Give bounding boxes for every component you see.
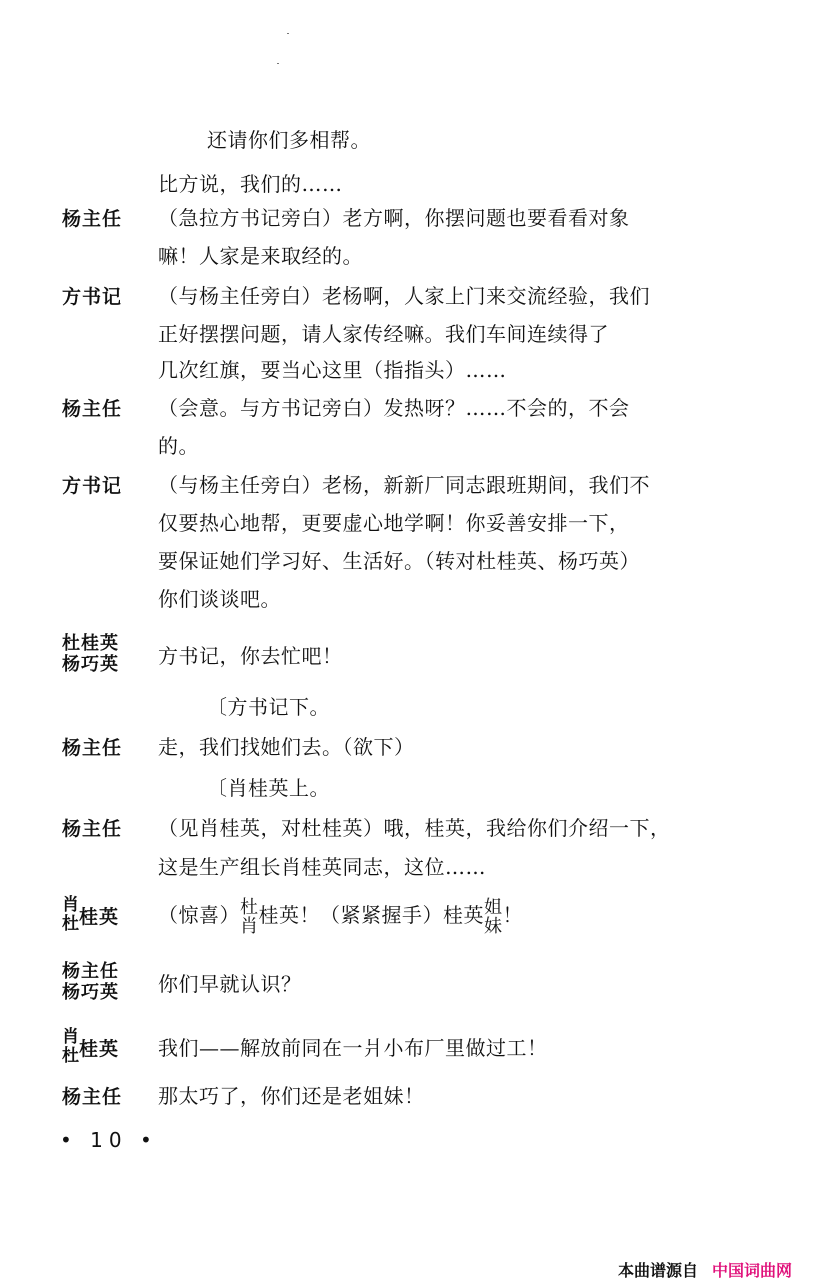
page-number: • 10 •	[60, 1128, 158, 1152]
speaker-prefix-stack: 肖 杜	[62, 1027, 79, 1066]
dialogue-line: 那太巧了，你们还是老姐妹！	[158, 1084, 425, 1108]
dialogue-line: （惊喜） 杜 肖 桂英！（紧紧握手）桂英 姐 妹 ！	[158, 896, 523, 937]
continuation-line: 比方说，我们的……	[158, 172, 343, 196]
dialogue-line: （急拉方书记旁白）老方啊，你摆问题也要看看对象	[158, 206, 630, 230]
dialogue-line: 我们——解放前同在一爿小布厂里做过工！	[158, 1036, 548, 1060]
dialogue-line: 要保证她们学习好、生活好。（转对杜桂英、杨巧英）	[158, 549, 640, 573]
dialogue-line: （见肖桂英，对杜桂英）哦，桂英，我给你们介绍一下，	[158, 816, 671, 840]
speaker-name-stacked	[62, 961, 119, 1003]
speaker-name: 杨巧英	[62, 654, 119, 675]
speaker-name: 杨主任	[62, 208, 123, 230]
dialogue-line: 正好摆摆问题，请人家传经嘛。我们车间连续得了	[158, 322, 609, 346]
speaker-name: 杨巧英	[62, 982, 119, 1003]
speaker-name: 杨主任	[62, 1086, 123, 1108]
dialogue-line: 你们早就认识？	[158, 972, 302, 996]
scan-speck	[277, 63, 279, 64]
source-watermark	[618, 1258, 792, 1281]
speaker-name: 方书记	[62, 286, 123, 308]
dialogue-line: 走，我们找她们去。（欲下）	[158, 735, 415, 759]
dialogue-line: （会意。与方书记旁白）发热呀？……不会的，不会	[158, 396, 630, 420]
dialogue-line: 仅要热心地帮，更要虚心地学啊！你妥善安排一下，	[158, 511, 630, 535]
dialogue-line: （与杨主任旁白）老杨，新新厂同志跟班期间，我们不	[158, 473, 650, 497]
speaker-name: 杨主任	[62, 737, 123, 759]
speaker-name-stacked	[62, 633, 119, 675]
dialogue-line: 你们谈谈吧。	[158, 587, 281, 611]
dialogue-line: 嘛！人家是来取经的。	[158, 244, 363, 268]
speaker-suffix: 桂英	[79, 1037, 120, 1060]
dialogue-line: 方书记，你去忙吧！	[158, 644, 343, 668]
watermark-source-label: 本曲谱源自	[618, 1261, 699, 1280]
speaker-name: 杜桂英	[62, 633, 119, 654]
continuation-line: 还请你们多相帮。	[207, 128, 371, 152]
dialogue-line: 的。	[158, 434, 199, 458]
dialogue-line: 这是生产组长肖桂英同志，这位……	[158, 855, 486, 879]
speaker-name: 方书记	[62, 475, 123, 497]
stage-direction: 〔方书记下。	[207, 695, 330, 719]
speaker-name: 杨主任	[62, 818, 123, 840]
inline-word-stack: 姐 妹	[484, 896, 503, 937]
dialogue-line: 几次红旗，要当心这里（指指头）……	[158, 358, 507, 382]
speaker-prefix-stack: 肖 杜	[62, 895, 79, 934]
stage-direction: 〔肖桂英上。	[207, 776, 330, 800]
speaker-name: 杨主任	[62, 398, 123, 420]
dialogue-line: （与杨主任旁白）老杨啊，人家上门来交流经验，我们	[158, 284, 650, 308]
inline-name-stack: 杜 肖	[240, 896, 259, 937]
speaker-name-compound	[62, 896, 119, 934]
watermark-site-name[interactable]: 中国词曲网	[712, 1261, 793, 1280]
speaker-name: 杨主任	[62, 961, 119, 982]
scan-speck	[287, 33, 289, 34]
speaker-name-compound	[62, 1028, 119, 1066]
speaker-suffix: 桂英	[79, 905, 120, 928]
